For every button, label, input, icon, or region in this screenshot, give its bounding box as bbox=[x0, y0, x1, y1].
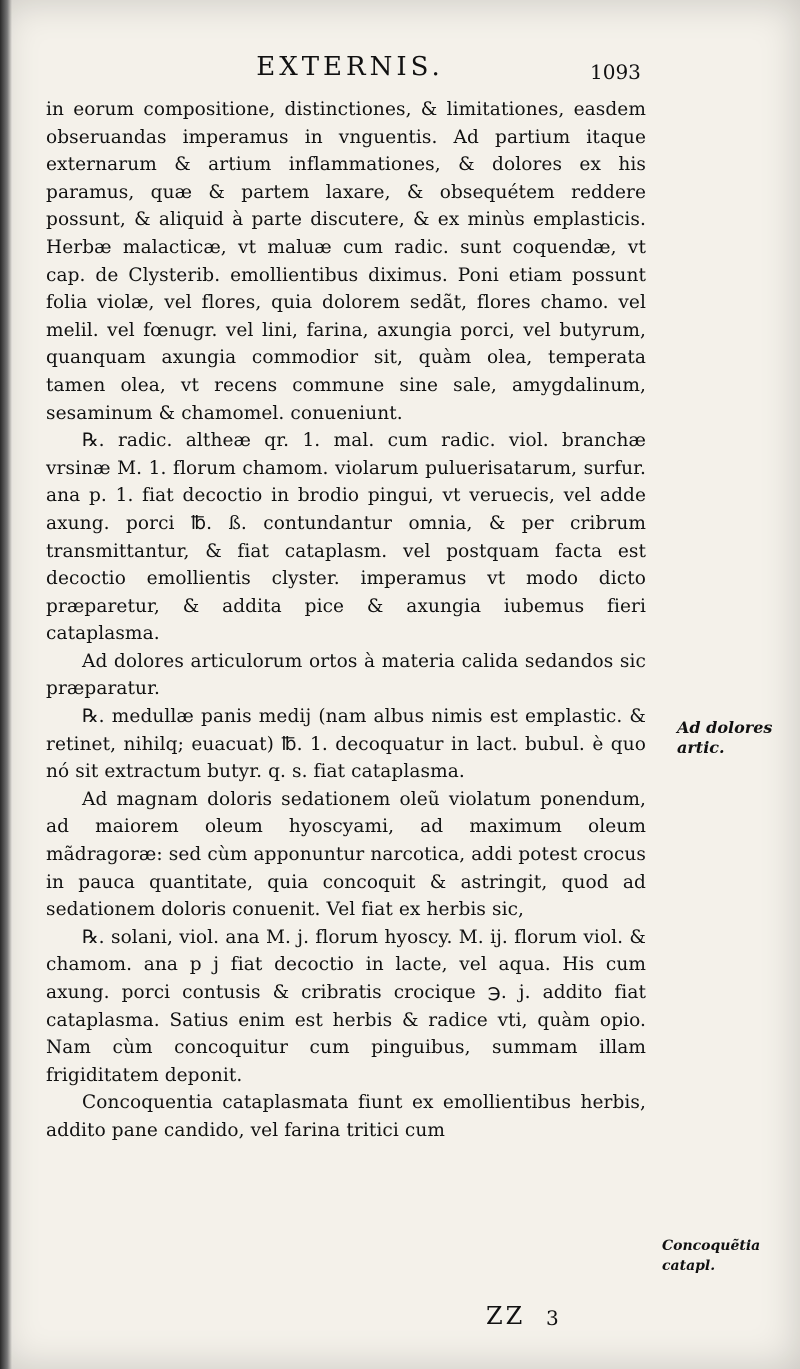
running-head: EXTERNIS. bbox=[256, 52, 444, 82]
paragraph-recipe-3: ℞. solani, viol. ana M. j. florum hyoscy. M. ij. florum viol. & chamom. ana p j fiat decoctio in lacte, vel aqua. His cum axung. porci contusis & cribratis crocique ℈. j. addito fiat cataplasma. Satius enim est herbis & radice vti, quàm opio. Nam cùm concoquitur cum pinguibus, summam illam frigiditatem deponit. bbox=[46, 926, 646, 1086]
paragraph-recipe-1: ℞. radic. altheæ qr. 1. mal. cum radic. viol. branchæ vrsinæ M. 1. florum chamom. violarum puluerisatarum, surfur. ana p. 1. fiat decoctio in brodio pingui, vt veruecis, vel adde axung. porci ℔. ß. contundantur omnia, & per cribrum transmittantur, & fiat cataplasm. vel postquam facta est decoctio emollientis clyster. imperamus vt modo dicto præparetur, & addita pice & axungia iubemus fieri cataplasma. bbox=[46, 430, 646, 645]
main-text-block bbox=[46, 96, 646, 1145]
signature-number: 3 bbox=[546, 1306, 559, 1330]
paragraph-concoquentia: Concoquentia cataplasmata fiunt ex emollientibus herbis, addito pane candido, vel farina tritici cum bbox=[46, 1092, 646, 1141]
paragraph-recipe-2: ℞. medullæ panis medij (nam albus nimis est emplastic. & retinet, nihilq; euacuat) ℔. 1. decoquatur in lact. bubul. è quo nó sit extractum butyr. q. s. fiat cataplasma. bbox=[46, 706, 646, 783]
paragraph-heading-articular: Ad dolores articulorum ortos à materia calida sedandos sic præparatur. bbox=[46, 650, 646, 700]
paragraph-1: in eorum compositione, distinctiones, & limitationes, easdem obseruandas imperamus in vnguentis. Ad partium itaque externarum & artium inflammationes, & dolores ex his paramus, quæ & partem laxare, & obsequétem reddere possunt, & aliquid à parte discutere, & ex minùs emplasticis. Herbæ malacticæ, vt maluæ cum radic. sunt coquendæ, vt cap. de Clysterib. emollientibus diximus. Poni etiam possunt folia violæ, vel flores, quia dolorem sedãt, flores chamo. vel melil. vel fœnugr. vel lini, farina, axungia porci, vel butyrum, quanquam axungia commodior sit, quàm olea, temperata tamen olea, vt recens commune sine sale, amygdalinum, sesaminum & chamomel. conueniunt. bbox=[46, 99, 646, 424]
page-edge-shadow bbox=[0, 0, 12, 1369]
page-number: 1093 bbox=[590, 60, 641, 84]
paragraph-sedation: Ad magnam doloris sedationem oleũ violatum ponendum, ad maiorem oleum hyoscyami, ad maximum oleum mãdragoræ: sed cùm apponuntur narcotica, addi potest crocus in pauca quantitate, quia concoquit & astringit, quod ad sedationem doloris conuenit. Vel fiat ex herbis sic, bbox=[46, 788, 646, 921]
signature-mark: ZZ bbox=[486, 1302, 526, 1330]
marginal-note-dolores: Ad dolores artic. bbox=[677, 718, 773, 757]
marginal-note-concoquentia: Concoquẽtia catapl. bbox=[662, 1238, 761, 1274]
